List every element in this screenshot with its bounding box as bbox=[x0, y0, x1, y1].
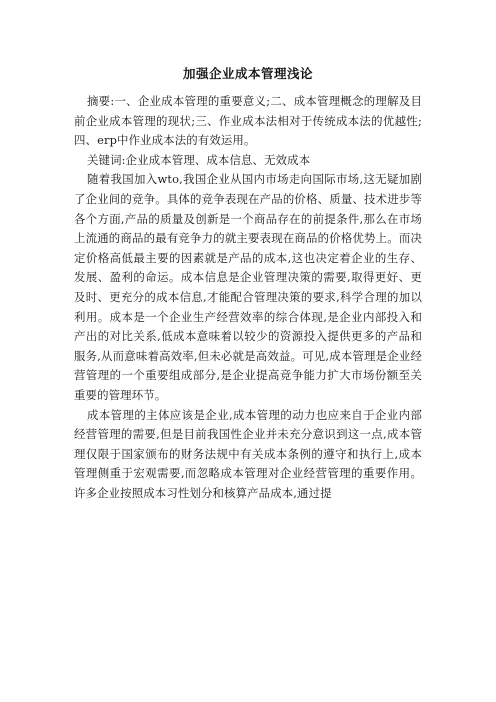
body-paragraph: 随着我国加入wto,我国企业从国内市场走向国际市场,这无疑加剧了企业间的竞争。具体的竞争表现在产品的价格、质量、技术进步等各个方面,产品的质量及创新是一个商品存在的前提条件,那么在市场上流通的商品的最有竞争力的就主要表现在商品的价格优势上。而决定价格高低最主要的因素就是产品的成本,这也决定着企业的生存、发展、盈利的命运。成本信息是企业管理决策的需要,取得更好、更及时、更充分的成本信息,才能配合管理决策的要求,科学合理的加以利用。成本是一个企业生产经营效率的综合体现,是企业内部投入和产出的对比关系,低成本意味着以较少的资源投入提供更多的产品和服务,从而意味着高效率,但未必就是高效益。可见,成本管理是企业经营管理的一个重要组成部分,是企业提高竞争能力扩大市场份额至关重要的管理环节。 bbox=[74, 172, 422, 402]
document-body bbox=[74, 92, 422, 503]
body-paragraph: 成本管理的主体应该是企业,成本管理的动力也应来自于企业内部经营管理的需要,但是目前我国性企业并未充分意识到这一点,成本管理仅限于国家颁布的财务法规中有关成本条例的遵守和执行上,成本管理侧重于宏观需要,而忽略成本管理对企业经营管理的重要作用。许多企业按照成本习性划分和核算产品成本,通过提 bbox=[74, 407, 422, 500]
abstract-paragraph: 摘要:一、企业成本管理的重要意义;二、成本管理概念的理解及目前企业成本管理的现状;三、作业成本法相对于传统成本法的优越性;四、erp中作业成本法的有效运用。 bbox=[74, 94, 422, 148]
document-title: 加强企业成本管理浅论 bbox=[182, 66, 313, 81]
keywords-paragraph: 关键词:企业成本管理、成本信息、无效成本 bbox=[87, 152, 311, 167]
